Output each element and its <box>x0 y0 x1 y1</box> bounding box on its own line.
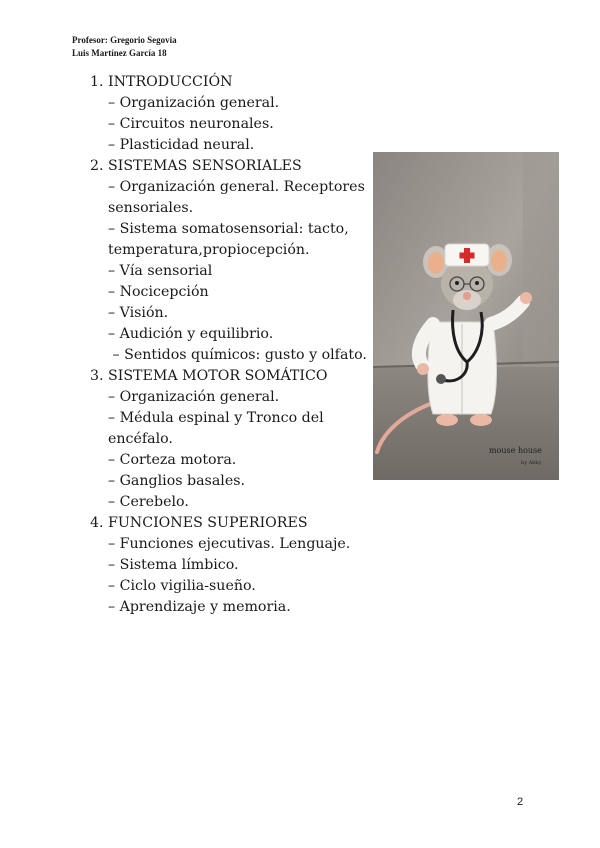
right-foot <box>470 414 492 426</box>
section-number: 1. <box>90 74 104 90</box>
document-header <box>72 34 177 60</box>
section-items <box>108 534 368 618</box>
section-title: FUNCIONES SUPERIORES <box>108 515 308 531</box>
doctor-mouse-illustration <box>373 152 559 480</box>
list-item: – Médula espinal y Tronco del encéfalo. <box>108 410 324 447</box>
right-ear <box>491 250 507 272</box>
professor-line: Profesor: Gregorio Segovia <box>72 35 177 45</box>
course-outline <box>88 72 368 618</box>
doctor-mouse-photo <box>373 152 559 480</box>
photo-caption: mouse house <box>489 446 542 455</box>
section-number: 4. <box>90 515 104 531</box>
section-sistemas-sensoriales <box>88 156 368 366</box>
section-sistema-motor <box>88 366 368 513</box>
section-introduccion <box>88 72 368 156</box>
section-title: INTRODUCCIÓN <box>108 74 233 90</box>
list-item: – Organización general. Receptores sensoriales. <box>108 179 365 216</box>
section-items <box>108 93 368 156</box>
list-item: – Sistema somatosensorial: tacto, temperatura,propiocepción. <box>108 221 349 258</box>
list-item: – Vía sensorial <box>108 263 213 279</box>
photo-signature: by Abby <box>521 460 542 466</box>
section-number: 2. <box>90 158 104 174</box>
section-title: SISTEMAS SENSORIALES <box>108 158 302 174</box>
list-item: – Visión. <box>108 305 169 321</box>
list-item: – Ganglios basales. <box>108 473 246 489</box>
section-items <box>108 387 368 513</box>
student-line: Luis Martínez García 18 <box>72 48 167 58</box>
list-item: – Audición y equilibrio. <box>108 326 274 342</box>
list-item: – Nocicepción <box>108 284 209 300</box>
list-item: – Corteza motora. <box>108 452 237 468</box>
raised-paw <box>520 292 532 304</box>
list-item: – Aprendizaje y memoria. <box>108 599 291 615</box>
page-number: 2 <box>517 796 524 808</box>
list-item: – Plasticidad neural. <box>108 137 255 153</box>
list-item: – Sistema límbico. <box>108 557 239 573</box>
list-item: – Circuitos neuronales. <box>108 116 274 132</box>
nose <box>463 292 471 300</box>
list-item: – Cerebelo. <box>108 494 189 510</box>
section-number: 3. <box>90 368 104 384</box>
left-foot <box>436 414 458 426</box>
section-funciones-superiores <box>88 513 368 618</box>
left-ear <box>428 252 444 274</box>
list-item: – Organización general. <box>108 389 280 405</box>
section-title: SISTEMA MOTOR SOMÁTICO <box>108 368 328 384</box>
list-item: – Sentidos químicos: gusto y olfato. <box>108 347 367 363</box>
list-item: – Ciclo vigilia-sueño. <box>108 578 256 594</box>
list-item: – Organización general. <box>108 95 280 111</box>
section-items <box>108 177 368 366</box>
list-item: – Funciones ejecutivas. Lenguaje. <box>108 536 351 552</box>
